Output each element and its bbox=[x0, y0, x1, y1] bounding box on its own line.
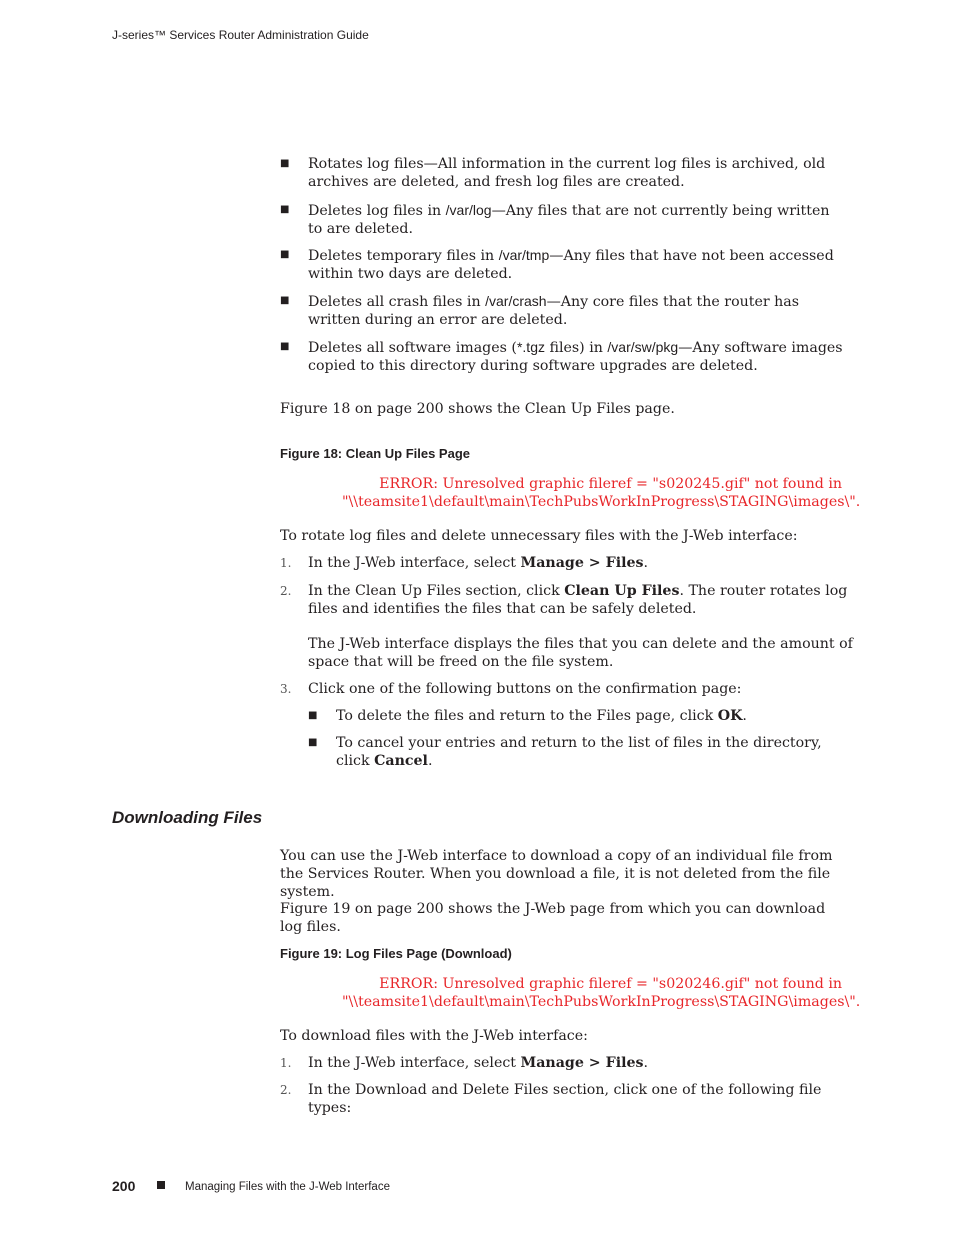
step-number: 1. bbox=[280, 556, 292, 570]
footer-separator-icon bbox=[157, 1181, 165, 1189]
error-message: ERROR: Unresolved graphic fileref = "s020246.gif" not found in "\\teamsite1\default\main\TechPubsWorkInProgress\STAGING\images\". bbox=[342, 976, 861, 1010]
error-message: ERROR: Unresolved graphic fileref = "s020245.gif" not found in "\\teamsite1\default\main\TechPubsWorkInProgress\STAGING\images\". bbox=[342, 476, 861, 510]
file-path: /var/log bbox=[445, 202, 492, 218]
figure-caption: Figure 18: Clean Up Files Page bbox=[280, 446, 470, 461]
bullet-text: Deletes temporary files in /var/tmp—Any files that have not been accessed within two days are deleted. bbox=[308, 247, 834, 282]
step-note: The J-Web interface displays the files that you can delete and the amount of space that will be freed on the file system. bbox=[308, 636, 853, 670]
figure-reference: Figure 18 on page 200 shows the Clean Up Files page. bbox=[280, 401, 675, 417]
step-number: 2. bbox=[280, 584, 292, 598]
bullet-icon: ■ bbox=[280, 295, 290, 306]
bullet-text: Rotates log files—All information in the current log files is archived, old archives are deleted, and fresh log files are created. bbox=[308, 156, 826, 190]
bullet-text: Deletes all software images (*.tgz files) in /var/sw/pkg—Any software images copied to this directory during software upgrades are deleted. bbox=[308, 339, 843, 374]
file-path: /var/crash bbox=[485, 293, 547, 309]
bullet-icon: ■ bbox=[308, 710, 318, 721]
bullet-text: Deletes log files in /var/log—Any files that are not currently being written to are deleted. bbox=[308, 202, 830, 237]
paragraph: You can use the J-Web interface to download a copy of an individual file from the Services Router. When you download a file, it is not deleted from the file system. bbox=[280, 848, 833, 900]
step-text: In the J-Web interface, select Manage > Files. bbox=[308, 555, 649, 571]
bullet-text: To delete the files and return to the Files page, click OK. bbox=[336, 708, 747, 724]
step-text: In the J-Web interface, select Manage > Files. bbox=[308, 1055, 649, 1071]
running-header: J-series™ Services Router Administration Guide bbox=[112, 28, 369, 42]
section-heading: Downloading Files bbox=[112, 808, 263, 827]
procedure-intro: To rotate log files and delete unnecessary files with the J-Web interface: bbox=[280, 528, 798, 544]
step-number: 1. bbox=[280, 1056, 292, 1070]
bullet-icon: ■ bbox=[280, 204, 290, 215]
page-number: 200 bbox=[112, 1178, 136, 1194]
file-path: /var/tmp bbox=[498, 247, 550, 263]
bullet-text: To cancel your entries and return to the list of files in the directory, click Cancel. bbox=[336, 735, 822, 769]
bullet-icon: ■ bbox=[280, 158, 290, 169]
figure-reference: Figure 19 on page 200 shows the J-Web page from which you can download log files. bbox=[280, 901, 826, 935]
footer-section-title: Managing Files with the J-Web Interface bbox=[185, 1181, 390, 1193]
bullet-icon: ■ bbox=[280, 249, 290, 260]
step-number: 3. bbox=[280, 682, 292, 696]
figure-caption: Figure 19: Log Files Page (Download) bbox=[280, 946, 512, 961]
step-text: In the Clean Up Files section, click Clean Up Files. The router rotates log files and identifies the files that can be safely deleted. bbox=[308, 583, 848, 617]
bullet-icon: ■ bbox=[308, 737, 318, 748]
file-path: /var/sw/pkg bbox=[607, 339, 679, 355]
step-text: In the Download and Delete Files section, click one of the following file types: bbox=[308, 1082, 822, 1116]
step-number: 2. bbox=[280, 1083, 292, 1097]
procedure-intro: To download files with the J-Web interface: bbox=[280, 1028, 588, 1044]
file-pattern: *.tgz bbox=[516, 339, 545, 355]
bullet-text: Deletes all crash files in /var/crash—Any core files that the router has written during an error are deleted. bbox=[308, 293, 800, 328]
step-text: Click one of the following buttons on the confirmation page: bbox=[308, 681, 742, 697]
bullet-icon: ■ bbox=[280, 341, 290, 352]
